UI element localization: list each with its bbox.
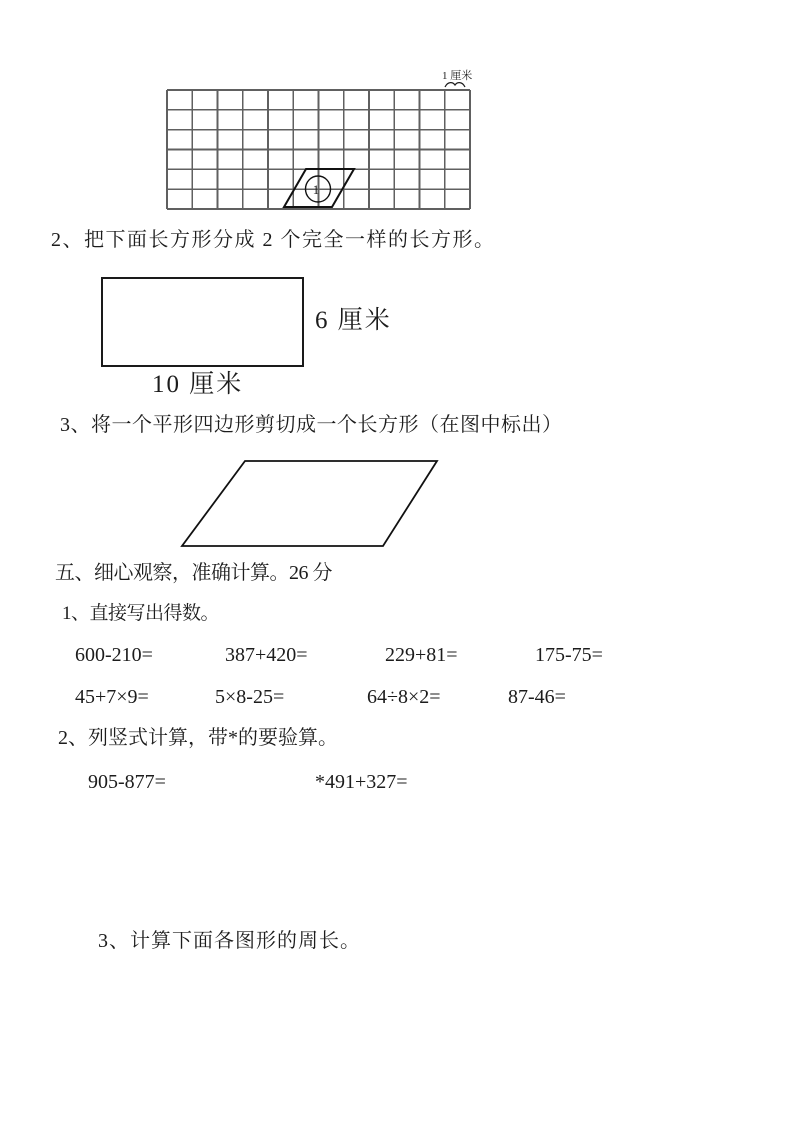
expression: 5×8-25= (215, 686, 285, 708)
circle-number-label: 1 (312, 182, 320, 197)
section-five-heading: 五、细心观察，准确计算。26 分 (55, 562, 332, 584)
unit-label: 1 厘米 (442, 70, 473, 82)
expression: 64÷8×2= (367, 686, 441, 708)
question-2-text: 2、把下面长方形分成 2 个完全一样的长方形。 (51, 229, 496, 251)
rect-width-label: 10 厘米 (152, 371, 244, 398)
sub-question-3-heading: 3、计算下面各图形的周长。 (98, 930, 361, 952)
rectangle-figure (101, 277, 304, 367)
sub-question-1-heading: 1、直接写出得数。 (62, 603, 220, 624)
sub-question-2-heading: 2、列竖式计算，带*的要验算。 (58, 727, 338, 749)
expression: 229+81= (385, 644, 458, 666)
question-3-text: 3、将一个平形四边形剪切成一个长方形（在图中标出） (60, 414, 563, 436)
expression: 600-210= (75, 644, 153, 666)
expression: 87-46= (508, 686, 566, 708)
parallelogram-figure (175, 455, 445, 551)
brace-icon (445, 83, 465, 87)
vertical-calc-expression: 905-877= (88, 771, 166, 793)
expression: 387+420= (225, 644, 308, 666)
cm-grid-figure (150, 60, 480, 215)
vertical-calc-expression: *491+327= (315, 771, 408, 793)
expression: 45+7×9= (75, 686, 149, 708)
rect-height-label: 6 厘米 (315, 307, 392, 334)
expression: 175-75= (535, 644, 603, 666)
